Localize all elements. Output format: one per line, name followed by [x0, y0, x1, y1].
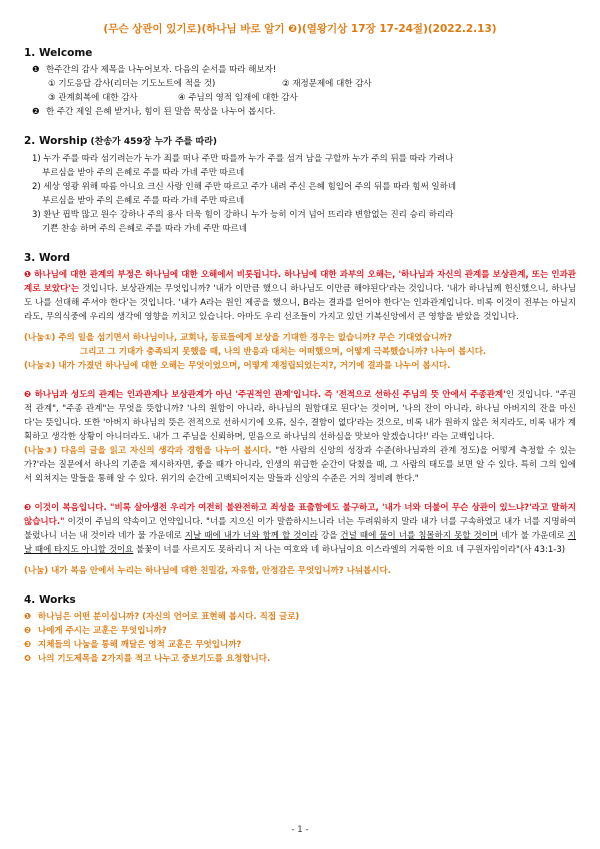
- welcome-subitem-2: ② 재정문제에 대한 감사: [282, 79, 372, 89]
- sharing-1-question: (나눔①) 주의 일을 섬기면서 하나님이나, 교회나, 동료들에게 보상을 기대한 경우는 없습니까? 무슨 기대였습니까?: [24, 333, 453, 343]
- welcome-subitem-3: ③ 관계회복에 대한 감사: [48, 93, 138, 103]
- section-worship-heading: 2. Worship (찬송가 459장 누가 주를 따라): [24, 135, 218, 147]
- welcome-subitems-row-2: [24, 91, 576, 105]
- works-item: [24, 624, 576, 638]
- point-three-icon: ❸: [24, 503, 32, 513]
- works-bullet-three-icon: ❸: [24, 640, 32, 650]
- sharing-3-quote: "한 사람의 신앙의 성장과 수준(하나님과의 관계 정도)을 어떻게 측정할 수 있는가?'라는 질문에서 하나의 기준을 제시하자면, 좋을 때가 아니라, 인생의 위급한 순간이 닥쳤을 때, 그 사람의 태도를 보면 알 수 있다. 특히 그의 입에서 외쳐지는 말들을 통해 알 수 있다. 위기의 순간에 고백되어지는 말들과 신앙의 수준은 거의 정비례 한다.": [24, 446, 577, 484]
- works-bullet-four-icon: ❹: [24, 654, 32, 664]
- works-bullet-two-icon: ❷: [24, 626, 32, 636]
- section-works-heading: 4. Works: [24, 594, 76, 606]
- word-point-2-body: 인 것입니다. "주권적 관계", "주종 관계"는 무엇을 뜻합니까? '나의 원함이 아니라, 하나님의 원함대로 된다'는 것이며, '나의 잔이 아니라, 하나님 아버지의 잔을 마신다'는 뜻입니다. 또한 '아버지 하나님의 뜻은 전적으로 선하시기에 오류, 실수, 결함이 없다'라는 것으로, 비록 내가 원하지 않은 처지라도, 비록 내가 계획하고 생각한 상황이 아니더라도. 내가 그 주님을 신뢰하며, 믿음으로 하나님의 선하심을 맛보아 알겠습니다!' 라는 고백입니다.: [24, 390, 577, 442]
- scripture-underline-3: 지날 때에 타지도 아니할 것이요: [24, 531, 576, 555]
- works-item: [24, 610, 576, 624]
- point-one-icon: ❶: [24, 270, 32, 280]
- word-point-3: ❸ 이것이 복음입니다. "비록 살아생전 우리가 여전히 불완전하고 죄성을 표출함에도 불구하고, '내가 너와 더불어 무슨 상관이 있느냐?'라고 말하지 않습니다." 이것이 주님의 약속이고 언약입니다. "너를 지으신 이가 말씀하시느니라 너는 두려워하지 말라 내가 너를 구속하였고 내가 너를 지명하여 불렀나니 너는 내 것이라 네가 물 가운데로 지날 때에 내가 너와 함께 할 것이라 강을 건널 때에 물이 너를 침몰하지 못할 것이며 네가 불 가운데로 지날 때에 타지도 아니할 것이요 불꽃이 너를 사르지도 못하리니 저 나는 여호와 네 하나님이요 이스라엘의 거룩한 이요 네 구원자임이라"(사 43:1-3): [24, 503, 577, 555]
- welcome-subitem-4: ④ 주님의 영적 임재에 대한 감사: [178, 93, 298, 103]
- sharing-1-followup: 그리고 그 기대가 충족되지 못했을 때, 나의 반응과 대처는 어떠했으며, 어떻게 극복했습니까? 나누어 봅시다.: [80, 347, 487, 357]
- welcome-item-1-text: 한주간의 감사 제목을 나누어보자. 다음의 순서를 따라 해보자!: [46, 65, 277, 75]
- sharing-3: [24, 444, 576, 486]
- sharing-3-question: (나눔③) 다음의 글을 읽고 자신의 생각과 경험을 나누어 봅시다.: [24, 446, 272, 456]
- works-item: [24, 638, 576, 652]
- word-point-2-emphasis: 하나님과 성도의 관계는 인과관계나 보상관계가 아닌 '주권적인 관계'입니다. 즉 '전적으로 선하신 주님의 뜻 안에서 주종관계': [34, 390, 506, 400]
- point-two-icon: ❷: [24, 390, 32, 400]
- works-item-text: 나의 기도제목을 2가지를 적고 나누고 중보기도를 요청합니다.: [38, 654, 271, 664]
- welcome-item-1: [24, 63, 576, 77]
- word-point-3-emphasis: "비록 살아생전 우리가 여전히 불완전하고 죄성을 표출함에도 불구하고, '내가 너와 더불어 무슨 상관이 있느냐?'라고 말하지 않습니다.": [24, 503, 577, 527]
- hymn-label: (찬송가 459장 누가 주를 따라): [87, 137, 218, 147]
- hymn-verse-3-line-2: 기쁜 찬송 하며 주의 은혜로 주를 따라 가네 주만 따르네: [42, 224, 247, 234]
- word-point-2: [24, 388, 576, 444]
- welcome-subitems-row-1: [24, 77, 576, 91]
- hymn-verse-1-line-1: 1) 누가 주를 따라 섬기려는가 누가 죄를 떠나 주만 따를까 누가 주를 섬겨 남을 구할까 누가 주의 뒤를 따라 가려나: [32, 154, 454, 164]
- sharing-4-question: (나눔) 내가 복음 안에서 누리는 하나님에 대한 친밀감, 자유함, 안정감은 무엇입니까? 나눠봅시다.: [24, 566, 391, 576]
- sharing-2-question: (나눔②) 내가 가졌던 하나님에 대한 오해는 무엇이었으며, 어떻게 재정립되었는지?, 거기에 결과를 나누어 봅시다.: [24, 361, 451, 371]
- hymn-verse-3-line-1: 3) 환난 핍박 많고 원수 강하나 주의 용사 더욱 힘이 강하니 누가 능히 이겨 넘어 뜨리랴 변함없는 진리 승리 하리라: [32, 210, 454, 220]
- page-number: - 1 -: [291, 825, 309, 835]
- works-bullet-one-icon: ❶: [24, 612, 32, 622]
- works-item-text: 나에게 주시는 교훈은 무엇입니까?: [38, 626, 167, 636]
- word-point-1: [24, 268, 576, 324]
- bullet-two-icon: ❷: [32, 107, 40, 117]
- hymn-verse-1-line-2: 부르심을 받아 주의 은혜로 주를 따라 가네 주만 따르네: [42, 168, 245, 178]
- title-number: ❷: [288, 23, 298, 35]
- hymn-verse-2-line-2: 부르심을 받아 주의 은혜로 주를 따라 가네 주만 따르네: [42, 196, 245, 206]
- hymn-verse-2-line-1: 2) 세상 영광 위해 따름 아니요 크신 사랑 인해 주만 따르고 주가 내려 주신 은혜 힘입어 주의 뒤를 따라 힘써 일하네: [32, 182, 457, 192]
- welcome-item-2: [24, 105, 576, 119]
- works-item-text: 지체들의 나눔을 통해 깨달은 영적 교훈은 무엇입니까?: [38, 640, 242, 650]
- page-title: (무슨 상관이 있기로)(하나님 바로 알기 ❷)(열왕기상 17장 17-24절)(2022.2.13): [103, 23, 497, 35]
- word-point-1-body: 것입니다. 보상관계는 무엇입니까? '내가 이만큼 했으니 하나님도 이만큼 해야된다'라는 것입니다. '내가 하나님께 헌신했으니, 하나님도 나를 선대해 주셔야 한다'는 것입니다. '내가 A라는 원인 제공을 했으니, B라는 결과를 얻어야 한다'는 인과관계입니다. 비록 이것이 전부는 아닐지라도, 무의식중에 우리의 생각에 영향을 끼치고 있습니다. 아마도 우리 선조들이 가지고 있던 기복신앙에서 큰 영향을 받았을 것입니다.: [24, 284, 576, 322]
- welcome-item-2-text: 한 주간 제일 은혜 받거나, 힘이 된 말씀 묵상을 나누어 봅시다.: [46, 107, 276, 117]
- word-point-1-emphasis: 하나님에 대한 관계의 부정은 하나님에 대한 오해에서 비롯됩니다. 하나님에 대한 과부의 오해는, '하나님과 자신의 관계를 보상관계, 또는 인과관계로 보았다'는: [24, 270, 576, 294]
- bullet-one-icon: ❶: [32, 65, 40, 75]
- section-welcome-heading: 1. Welcome: [24, 47, 93, 59]
- works-item: [24, 652, 576, 666]
- scripture-underline-2: 건널 때에 물이 너를 침몰하지 못할 것이며: [340, 531, 499, 541]
- word-point-3-title: 이것이 복음입니다.: [34, 503, 107, 513]
- scripture-underline-1: 지날 때에 내가 너와 함께 할 것이라: [184, 531, 318, 541]
- welcome-subitem-1: ① 기도응답 감사(리더는 기도노트에 적을 것): [48, 79, 216, 89]
- works-item-text: 하나님은 어떤 분이십니까? (자신의 언어로 표현해 봅시다. 직접 글로): [38, 612, 300, 622]
- section-word-heading: 3. Word: [24, 252, 71, 264]
